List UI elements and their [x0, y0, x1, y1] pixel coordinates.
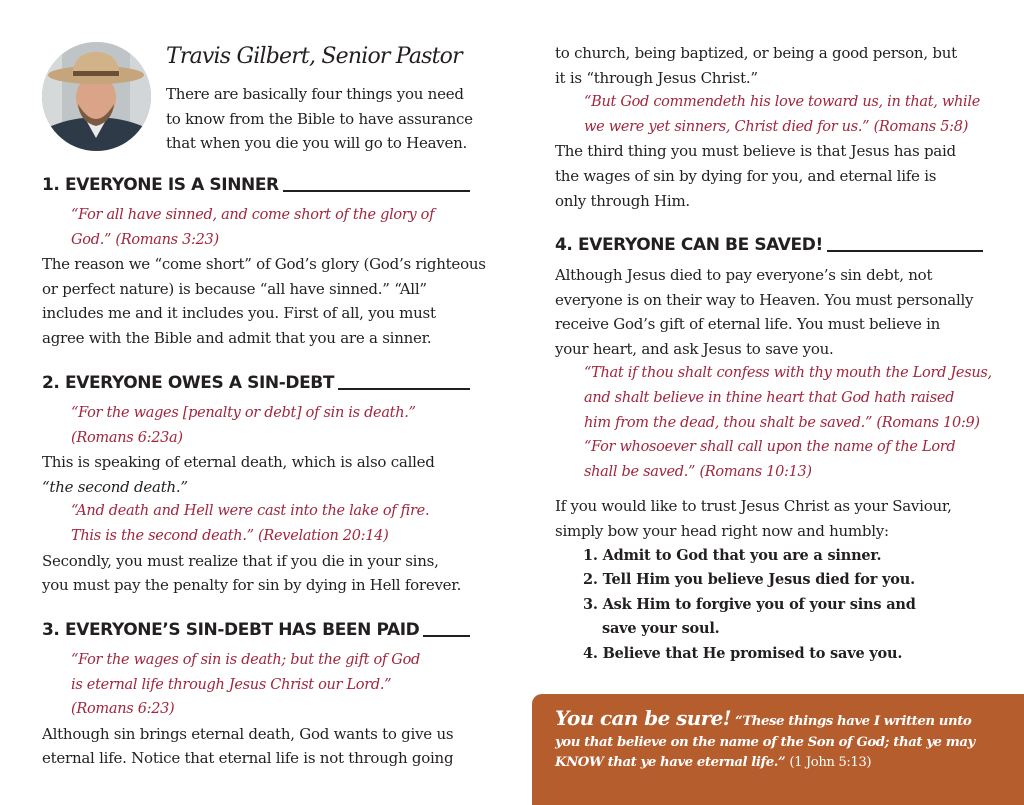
salvation-steps [555, 544, 983, 667]
quote-line: is eternal life through Jesus Christ our Lord.” [71, 676, 392, 693]
body-line: to church, being baptized, or being a good person, but [555, 44, 957, 62]
section-body [42, 722, 470, 771]
section-body [42, 549, 470, 598]
body-line: everyone is on their way to Heaven. You must personally [555, 290, 974, 309]
body-line: includes me and it includes you. First of all, you must [42, 304, 436, 323]
section-body [42, 252, 486, 350]
quote-line: “And death and Hell were cast into the lake of fire. [71, 503, 430, 520]
body-line: Secondly, you must realize that if you die in your sins, [42, 551, 439, 570]
intro-line: There are basically four things you need [166, 85, 464, 103]
body-line: simply bow your head right now and humbly: [555, 521, 889, 540]
invitation-text [555, 494, 983, 543]
author-name: Travis Gilbert, Senior Pastor [166, 44, 462, 69]
section-body [555, 139, 983, 213]
heading-rule [338, 388, 470, 390]
callout-text [555, 708, 1002, 774]
scripture-quote [555, 90, 983, 139]
quote-line: “For all have sinned, and come short of the glory of [71, 207, 435, 223]
intro-line: that when you die you will go to Heaven. [166, 134, 468, 153]
heading-text: 1. EVERYONE IS A SINNER [42, 175, 279, 195]
body-line: you must pay the penalty for sin by dying in Hell forever. [42, 576, 462, 595]
body-line: eternal life. Notice that eternal life is not through going [42, 749, 454, 768]
body-line: receive God’s gift of eternal life. You must believe in [555, 315, 941, 334]
quote-line: “But God commendeth his love toward us, in that, while [584, 94, 981, 111]
section-3 [42, 620, 470, 771]
author-intro [166, 82, 473, 156]
heading-rule [423, 635, 470, 637]
body-line: This is speaking of eternal death, which is also called [42, 453, 435, 472]
body-line: Although Jesus died to pay everyone’s sin debt, not [555, 266, 933, 284]
pastor-photo [42, 42, 151, 151]
quote-line: him from the dead, thou shalt be saved.” (Romans 10:9) [584, 414, 980, 431]
section-2 [42, 373, 470, 598]
section-body [555, 263, 983, 361]
quote-line: God.” (Romans 3:23) [71, 231, 219, 248]
quote-line: we were yet sinners, Christ died for us.” (Romans 5:8) [584, 118, 969, 135]
callout-reference: (1 John 5:13) [789, 755, 872, 770]
intro-line: to know from the Bible to have assurance [166, 109, 473, 128]
step-text: 3. Ask Him to forgive you of your sins and [583, 595, 916, 613]
heading-text: 4. EVERYONE CAN BE SAVED! [555, 235, 823, 255]
heading-rule [827, 250, 983, 252]
heading-rule [283, 190, 470, 192]
callout-line: KNOW that ye have eternal life.” [555, 755, 786, 770]
scripture-quote [555, 361, 992, 435]
body-line: only through Him. [555, 191, 690, 210]
body-line: “the second death.” [42, 477, 188, 496]
body-line: the wages of sin by dying for you, and eternal life is [555, 166, 937, 185]
body-line: The third thing you must believe is that Jesus has paid [555, 142, 956, 161]
quote-line: (Romans 6:23a) [71, 429, 183, 446]
step-item [583, 593, 983, 642]
quote-line: This is the second death.” (Revelation 20:14) [71, 527, 389, 544]
step-item: 1. Admit to God that you are a sinner. [583, 546, 882, 564]
callout-title: You can be sure! [555, 706, 731, 730]
section-body [42, 450, 470, 499]
quote-line: “That if thou shalt confess with thy mouth the Lord Jesus, [584, 365, 992, 382]
body-line: or perfect nature) is because “all have sinned.” “All” [42, 279, 427, 298]
step-text-continued: save your soul. [602, 620, 720, 638]
heading-text: 3. EVERYONE’S SIN-DEBT HAS BEEN PAID [42, 620, 420, 640]
section-heading [42, 620, 470, 640]
body-line: it is “through Jesus Christ.” [555, 68, 758, 87]
body-line: The reason we “come short” of God’s glory (God’s righteous [42, 255, 486, 274]
section-1 [42, 175, 486, 351]
quote-line: (Romans 6:23) [71, 701, 175, 718]
callout-line: “These things have I written unto [735, 714, 972, 729]
quote-line: and shalt believe in thine heart that God hath raised [584, 389, 955, 406]
quote-line: “For whosoever shall call upon the name of the Lord [584, 439, 956, 456]
assurance-callout [532, 694, 1024, 805]
section-heading [42, 373, 470, 393]
section-heading [42, 175, 470, 195]
quote-line: “For the wages of sin is death; but the gift of God [71, 652, 420, 668]
author-block [42, 38, 473, 158]
heading-text: 2. EVERYONE OWES A SIN-DEBT [42, 373, 335, 393]
scripture-quote [42, 499, 470, 548]
step-item: 4. Believe that He promised to save you. [583, 644, 903, 662]
body-line: your heart, and ask Jesus to save you. [555, 339, 834, 358]
section-body [555, 41, 983, 90]
scripture-quote [42, 401, 470, 450]
body-line: If you would like to trust Jesus Christ as your Saviour, [555, 497, 952, 516]
scripture-quote [555, 435, 983, 484]
step-item: 2. Tell Him you believe Jesus died for you. [583, 571, 915, 589]
callout-line: you that believe on the name of the Son of God; that ye may [555, 734, 975, 750]
quote-line: “For the wages [penalty or debt] of sin is death.” [71, 405, 416, 421]
section-4 [555, 235, 992, 667]
section-heading [555, 235, 983, 255]
body-line: Although sin brings eternal death, God wants to give us [42, 724, 454, 743]
section-3-continued [555, 41, 983, 213]
scripture-quote [42, 648, 470, 722]
body-line: agree with the Bible and admit that you are a sinner. [42, 328, 432, 347]
scripture-quote [42, 203, 470, 252]
quote-line: shall be saved.” (Romans 10:13) [584, 463, 812, 480]
